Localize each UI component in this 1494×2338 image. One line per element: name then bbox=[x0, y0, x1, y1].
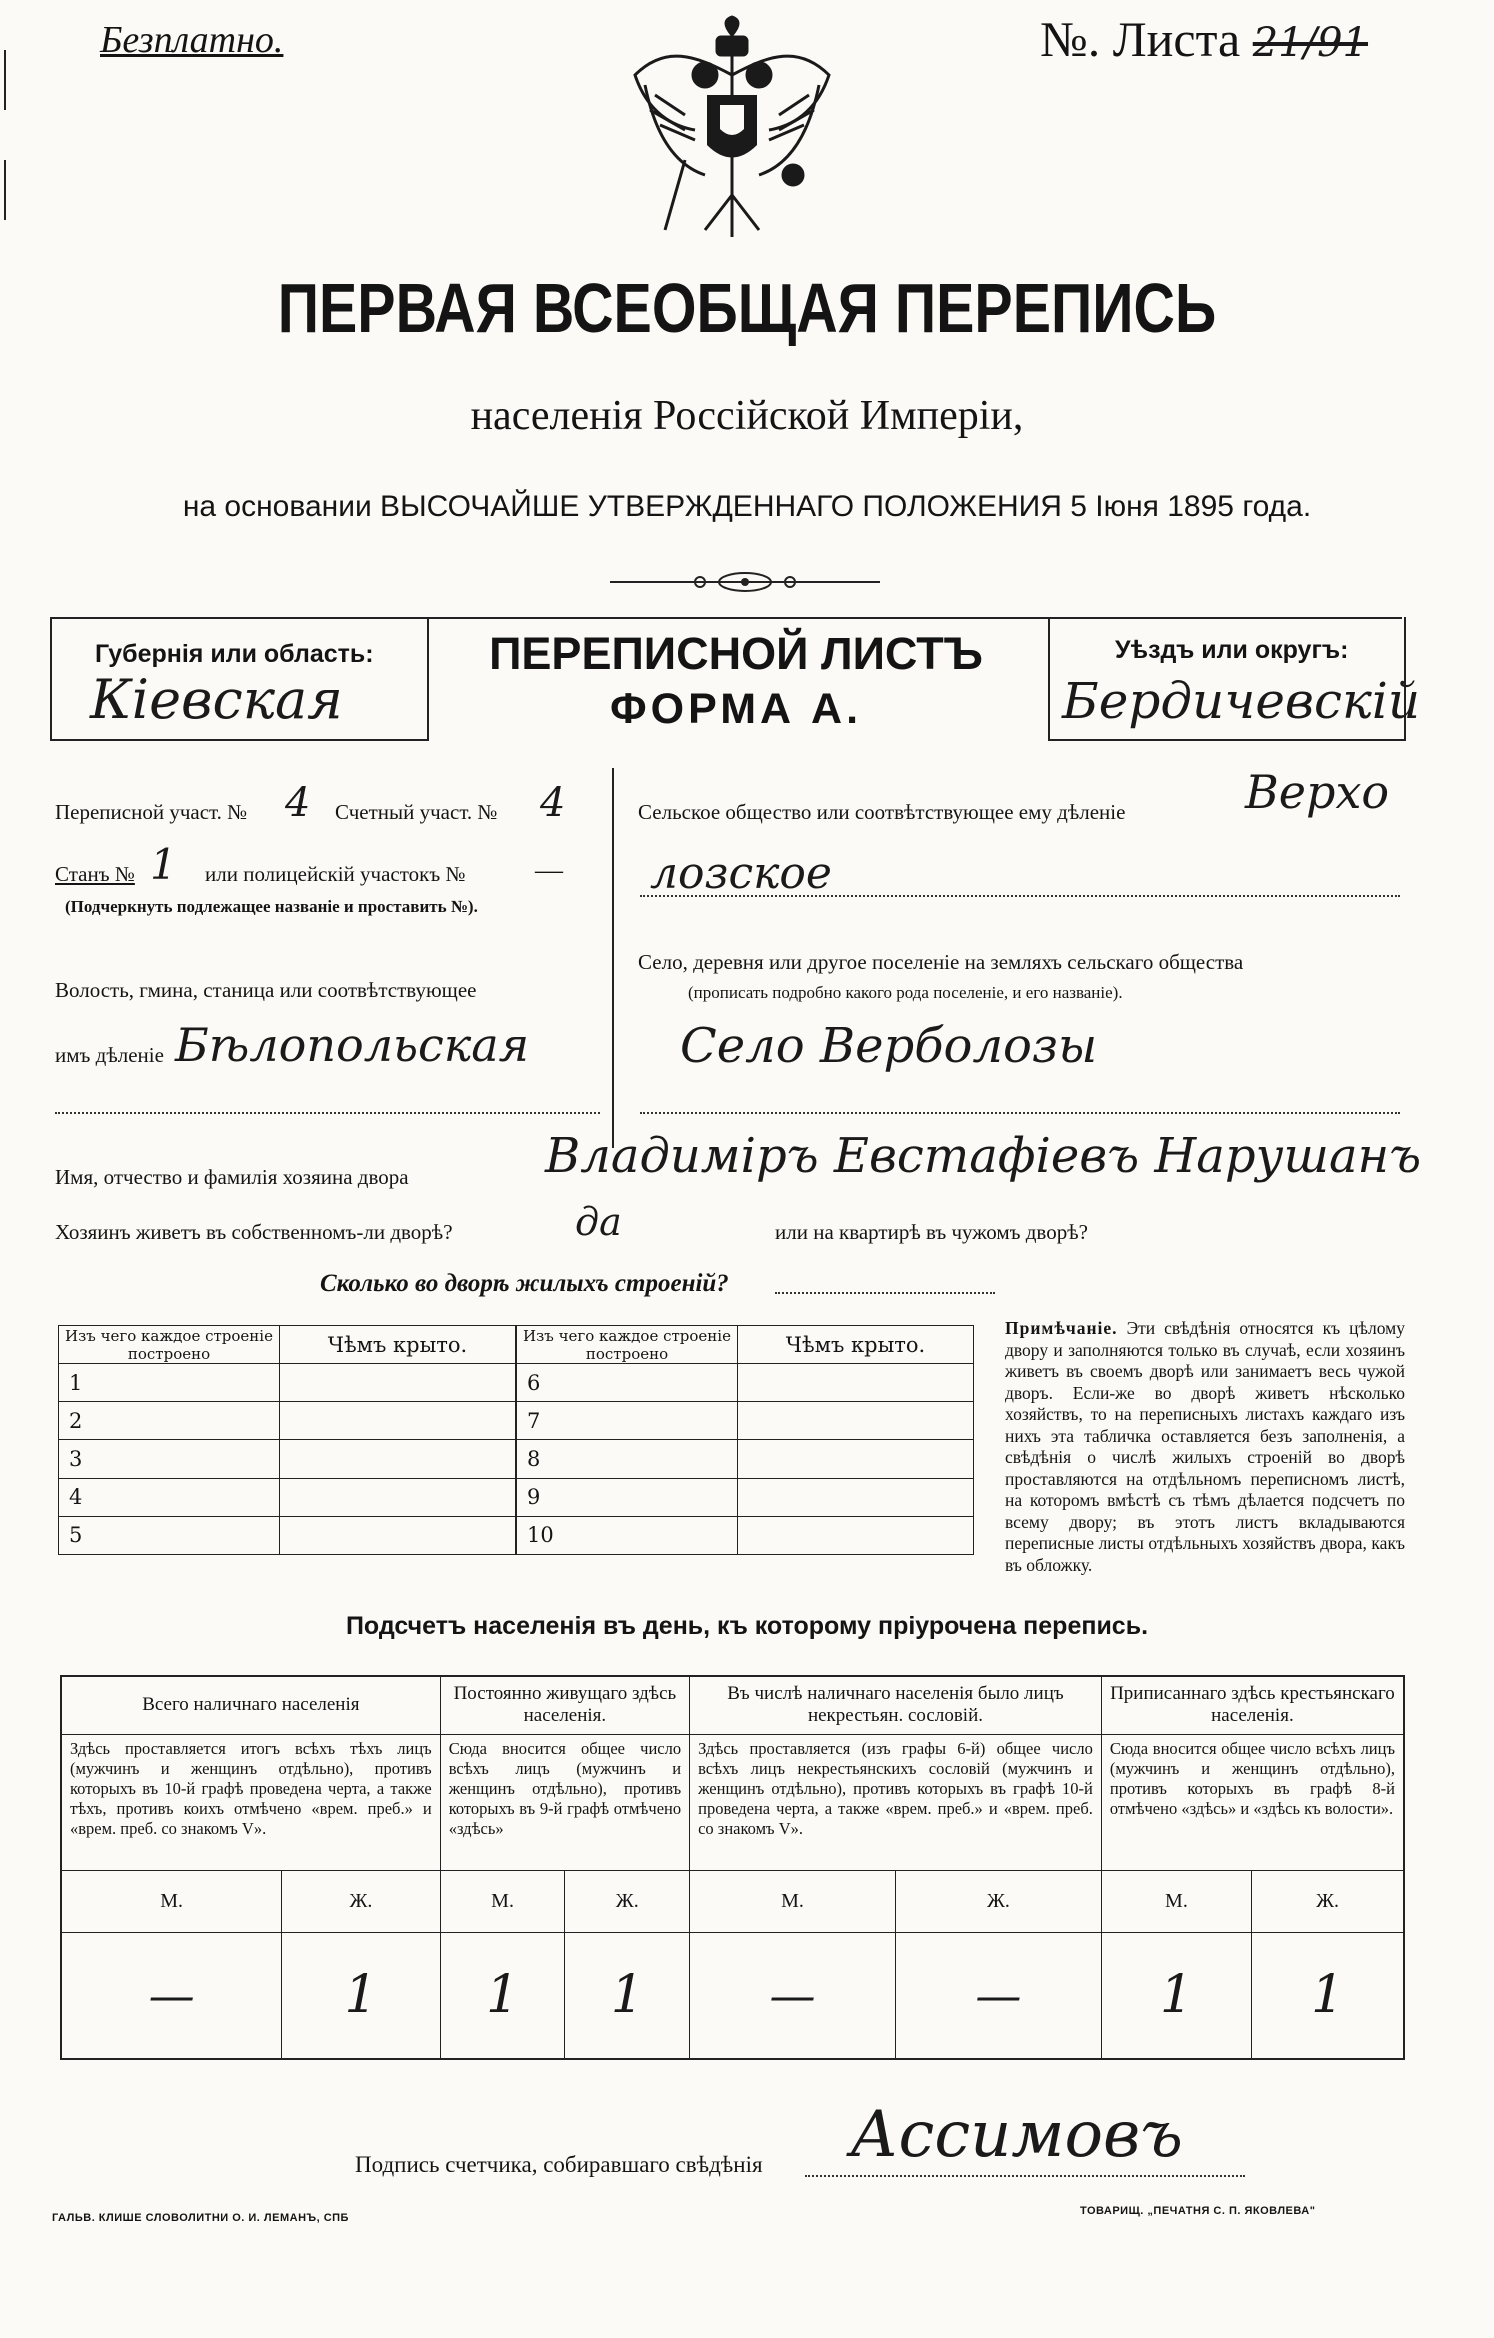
col-material-header: Изъ чего каждое строеніе построено bbox=[59, 1326, 280, 1364]
counting-section-value: 4 bbox=[540, 780, 566, 826]
note-text: Эти свѣдѣнія относятся къ цѣлому двору и заполняются только въ случаѣ, если хозяинъ живетъ въ своемъ дворѣ или занимаетъ весь чужой дворъ. Если-же во дворѣ живетъ нѣсколько хозяйствъ, то на переписныхъ листахъ каждаго изъ нихъ эта табличка оставляется безъ заполненія, а свѣдѣнія о числѣ жилыхъ строеній во дворѣ проставляются на отдѣльномъ переписномъ листѣ, на которомъ вмѣстѣ съ тѣмъ дѣлается подсчетъ по всему двору; въ этотъ листъ вкладываются переписные листы отдѣльныхъ хозяйствъ двора, какъ въ обложку. bbox=[1005, 1318, 1406, 1575]
female-count: 1 bbox=[282, 1932, 440, 2059]
male-count: 1 bbox=[440, 1932, 565, 2059]
male-count: — bbox=[61, 1932, 282, 2059]
rural-society-label: Сельское общество или соотвѣтствующее ему дѣленіе bbox=[638, 800, 1126, 824]
volost-label-line1: Волость, гмина, станица или соотвѣтствующее bbox=[55, 978, 477, 1002]
village-extra-line bbox=[640, 1112, 1400, 1114]
scan-margin-mark bbox=[4, 50, 6, 110]
row-number: 2 bbox=[59, 1402, 280, 1440]
police-section-value: — bbox=[535, 855, 563, 886]
note-block bbox=[1005, 1318, 1405, 1576]
village-note: (прописать подробно какого рода поселеніе, и его названіе). bbox=[688, 983, 1123, 1002]
roof-cell bbox=[280, 1364, 516, 1402]
female-header: Ж. bbox=[565, 1870, 690, 1932]
section-divider bbox=[612, 768, 614, 1148]
form-title: ПЕРЕПИСНОЙ ЛИСТЪ bbox=[489, 628, 983, 679]
female-header: Ж. bbox=[1252, 1870, 1404, 1932]
group-description: Сюда вносится общее число всѣхъ лицъ (мужчинъ и женщинъ отдѣльно), противъ которыхъ въ 9-й графѣ отмѣчено «здѣсь» bbox=[440, 1734, 689, 1870]
underline-note: (Подчеркнуть подлежащее названіе и проставить №). bbox=[65, 897, 478, 916]
female-header: Ж. bbox=[282, 1870, 440, 1932]
rural-society-value-1: Верхо bbox=[1245, 765, 1390, 819]
group-description: Сюда вносится общее число всѣхъ лицъ (мужчинъ и женщинъ отдѣльно), противъ которыхъ въ графѣ 8-й отмѣчено «здѣсь» и «здѣсь къ волости». bbox=[1101, 1734, 1404, 1870]
roof-cell bbox=[738, 1364, 974, 1402]
row-number: 5 bbox=[59, 1516, 280, 1554]
male-header: М. bbox=[440, 1870, 565, 1932]
census-section-value: 4 bbox=[285, 780, 311, 826]
col-material-header: Изъ чего каждое строеніе построено bbox=[517, 1326, 738, 1364]
own-yard-label: Хозяинъ живетъ въ собственномъ-ли дворѣ? bbox=[55, 1220, 453, 1244]
subtitle: населенія Россійской Имперіи, bbox=[470, 393, 1024, 439]
note-label: Примѣчаніе. bbox=[1005, 1318, 1118, 1338]
row-number: 8 bbox=[517, 1440, 738, 1478]
district-label: Уѣздъ или округъ: bbox=[1115, 636, 1349, 664]
female-count: — bbox=[895, 1932, 1101, 2059]
female-count: 1 bbox=[1252, 1932, 1404, 2059]
row-number: 9 bbox=[517, 1478, 738, 1516]
form-subtitle: ФОРМА А. bbox=[609, 685, 863, 733]
roof-cell bbox=[738, 1478, 974, 1516]
double-headed-eagle-icon bbox=[625, 15, 840, 245]
footer-right: ТОВАРИЩ. „ПЕЧАТНЯ С. П. ЯКОВЛЕВА" bbox=[1080, 2205, 1316, 2217]
col-roof-header: Чѣмъ крыто. bbox=[738, 1326, 974, 1364]
stan-label: Станъ № bbox=[55, 862, 135, 886]
roof-cell bbox=[280, 1440, 516, 1478]
buildings-count-label: Сколько во дворѣ жилыхъ строеній? bbox=[320, 1270, 729, 1297]
province-value: Кіевская bbox=[90, 668, 343, 731]
owner-name-label: Имя, отчество и фамилія хозяина двора bbox=[55, 1165, 409, 1189]
village-label: Село, деревня или другое поселеніе на земляхъ сельскаго общества bbox=[638, 950, 1244, 974]
group-title: Всего наличнаго населенія bbox=[61, 1676, 440, 1734]
buildings-table-right bbox=[516, 1325, 974, 1555]
male-header: М. bbox=[61, 1870, 282, 1932]
footer-left: ГАЛЬВ. КЛИШЕ СЛОВОЛИТНИ О. И. ЛЕМАНЪ, СПБ bbox=[52, 2212, 349, 2224]
group-description: Здѣсь проставляется итогъ всѣхъ тѣхъ лицъ (мужчинъ и женщинъ отдѣльно), противъ которыхъ въ 10-й графѣ проведена черта, а также тѣхъ, противъ коихъ отмѣчено «врем. преб.» и «врем. преб. со знакомъ V». bbox=[61, 1734, 440, 1870]
rented-label: или на квартирѣ въ чужомъ дворѣ? bbox=[775, 1220, 1088, 1244]
row-number: 6 bbox=[517, 1364, 738, 1402]
sheet-number-value: 21/91 bbox=[1252, 20, 1369, 66]
province-label: Губернія или область: bbox=[95, 640, 374, 668]
roof-cell bbox=[280, 1478, 516, 1516]
signature-value: Ассимовъ bbox=[850, 2098, 1183, 2172]
buildings-table-left bbox=[58, 1325, 516, 1555]
roof-cell bbox=[280, 1402, 516, 1440]
owner-name-value: Владиміръ Евстафіевъ Нарушанъ bbox=[545, 1128, 1422, 1184]
male-header: М. bbox=[1101, 1870, 1251, 1932]
stan-value: 1 bbox=[150, 840, 177, 889]
row-number: 3 bbox=[59, 1440, 280, 1478]
row-number: 4 bbox=[59, 1478, 280, 1516]
basis-line: на основании ВЫСОЧАЙШЕ УТВЕРЖДЕННАГО ПОЛОЖЕНИЯ 5 Іюня 1895 года. bbox=[182, 490, 1312, 523]
roof-cell bbox=[738, 1440, 974, 1478]
volost-label-line2: имъ дѣленіе bbox=[55, 1043, 164, 1067]
male-header: М. bbox=[690, 1870, 896, 1932]
rural-society-value-2: лозское bbox=[650, 848, 832, 899]
roof-cell bbox=[738, 1516, 974, 1554]
volost-value: Бѣлопольская bbox=[175, 1018, 530, 1072]
female-header: Ж. bbox=[895, 1870, 1101, 1932]
group-title: Приписаннаго здѣсь крестьянскаго населенія. bbox=[1101, 1676, 1404, 1734]
col-roof-header: Чѣмъ крыто. bbox=[280, 1326, 516, 1364]
own-yard-value: да bbox=[575, 1200, 622, 1244]
signature-line bbox=[805, 2175, 1245, 2177]
roof-cell bbox=[738, 1402, 974, 1440]
male-count: 1 bbox=[1101, 1932, 1251, 2059]
group-title: Постоянно живущаго здѣсь населенія. bbox=[440, 1676, 689, 1734]
row-number: 7 bbox=[517, 1402, 738, 1440]
group-title: Въ числѣ наличнаго населенія было лицъ некрестьян. сословій. bbox=[690, 1676, 1102, 1734]
village-value: Село Верболозы bbox=[680, 1018, 1098, 1074]
population-heading: Подсчетъ населенія въ день, къ которому пріурочена перепись. bbox=[345, 1612, 1149, 1640]
group-description: Здѣсь проставляется (изъ графы 6-й) общее число всѣхъ лицъ некрестьянскихъ сословій (мужчинъ и женщинъ отдѣльно), противъ которыхъ въ графѣ 10-й проведена черта, а также «врем. преб.» и «врем. преб. со знакомъ V». bbox=[690, 1734, 1102, 1870]
row-number: 1 bbox=[59, 1364, 280, 1402]
population-table bbox=[60, 1675, 1405, 2060]
volost-extra-line bbox=[55, 1112, 600, 1114]
census-section-label: Переписной участ. № bbox=[55, 800, 248, 824]
sheet-number-label: №. Листа 21/91 bbox=[1040, 11, 1369, 67]
male-count: — bbox=[690, 1932, 896, 2059]
main-title: ПЕРВАЯ ВСЕОБЩАЯ ПЕРЕПИСЬ bbox=[277, 269, 1217, 347]
free-label: Безплатно. bbox=[100, 19, 284, 61]
district-value: Бердичевскій bbox=[1062, 672, 1421, 730]
police-section-label: или полицейскій участокъ № bbox=[205, 862, 466, 886]
counting-section-label: Счетный участ. № bbox=[335, 800, 498, 824]
female-count: 1 bbox=[565, 1932, 690, 2059]
signature-label: Подпись счетчика, собиравшаго свѣдѣнія bbox=[355, 2152, 763, 2177]
row-number: 10 bbox=[517, 1516, 738, 1554]
rural-society-line bbox=[640, 895, 1400, 897]
buildings-count-line bbox=[775, 1292, 995, 1294]
ornament-divider-icon bbox=[610, 570, 880, 594]
roof-cell bbox=[280, 1516, 516, 1554]
scan-margin-mark bbox=[4, 160, 6, 220]
